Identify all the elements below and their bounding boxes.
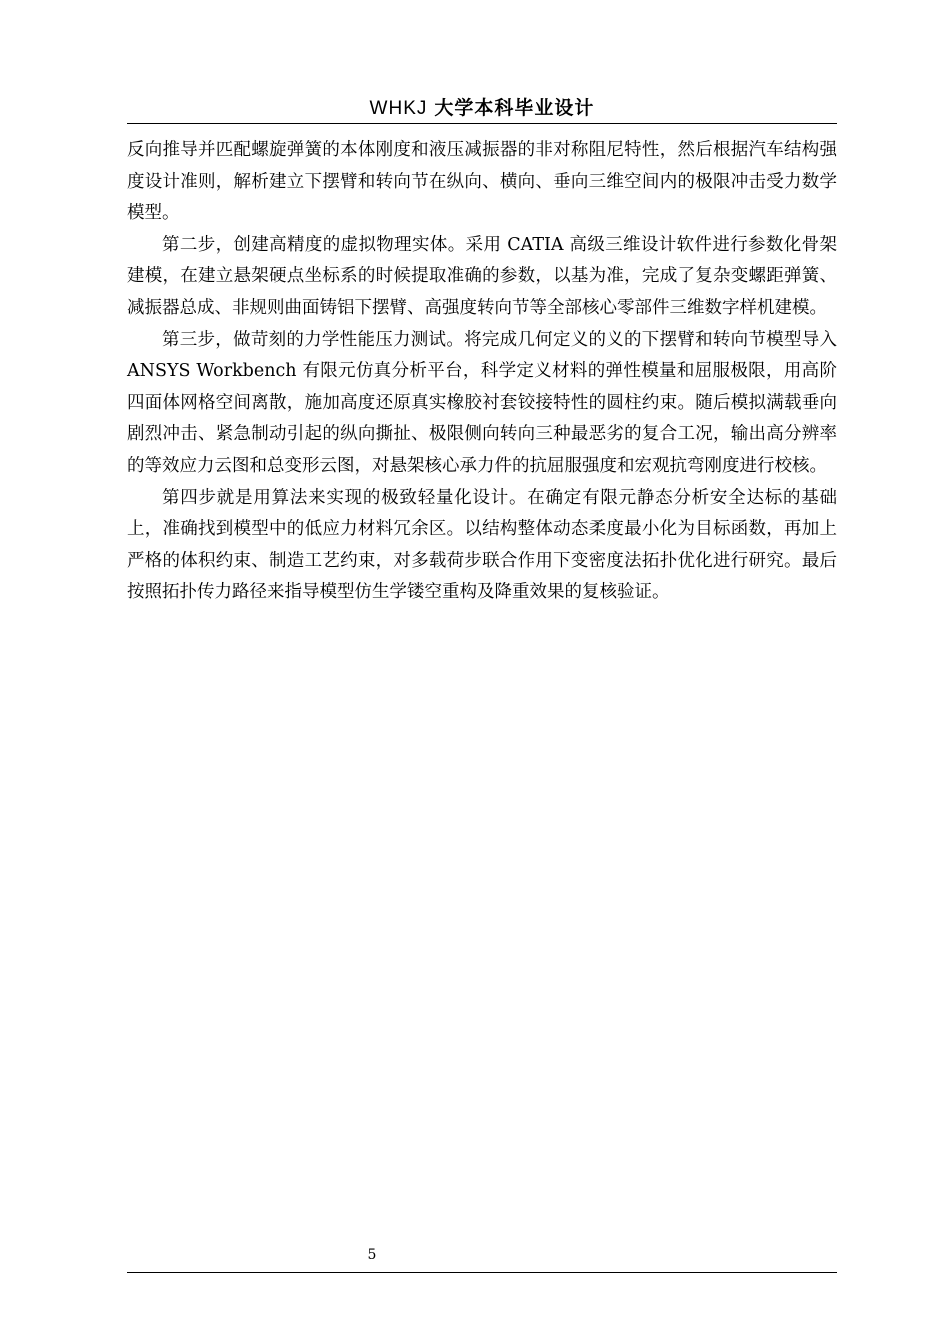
header-divider (127, 123, 837, 124)
header-code: WHKJ (369, 98, 428, 119)
page-number: 5 (367, 1247, 377, 1263)
paragraph-step-four: 第四步就是用算法来实现的极致轻量化设计。在确定有限元静态分析安全达标的基础上，准确找到模型中的低应力材料冗余区。以结构整体动态柔度最小化为目标函数，再加上严格的体积约束、制造工艺约束，对多载荷步联合作用下变密度法拓扑优化进行研究。最后按照拓扑传力路径来指导模型仿生学镂空重构及降重效果的复核验证。 (127, 487, 837, 603)
paragraph-step-three: 第三步，做苛刻的力学性能压力测试。将完成几何定义的义的下摆臂和转向节模型导入 ANSYS Workbench 有限元仿真分析平台，科学定义材料的弹性模量和屈服极限，用高阶四面体网格空间离散，施加高度还原真实橡胶衬套铰接特性的圆柱约束。随后模拟满载垂向剧烈冲击、紧急制动引起的纵向撕扯、极限侧向转向三种最恶劣的复合工况，输出高分辨率的等效应力云图和总变形云图，对悬架核心承力件的抗屈服强度和宏观抗弯刚度进行校核。 (127, 329, 837, 476)
page-header (127, 94, 837, 122)
header-university-title: 大学本科毕业设计 (434, 97, 595, 119)
footer-divider (127, 1272, 837, 1273)
paragraph-step-two: 第二步，创建高精度的虚拟物理实体。采用 CATIA 高级三维设计软件进行参数化骨架建模，在建立悬架硬点坐标系的时候提取准确的参数，以基为准，完成了复杂变螺距弹簧、减振器总成、非规则曲面铸铝下摆臂、高强度转向节等全部核心零部件三维数字样机建模。 (127, 234, 837, 318)
paragraph-continuation: 反向推导并匹配螺旋弹簧的本体刚度和液压减振器的非对称阻尼特性，然后根据汽车结构强度设计准则，解析建立下摆臂和转向节在纵向、横向、垂向三维空间内的极限冲击受力数学模型。 (127, 140, 837, 224)
document-body (127, 135, 837, 609)
